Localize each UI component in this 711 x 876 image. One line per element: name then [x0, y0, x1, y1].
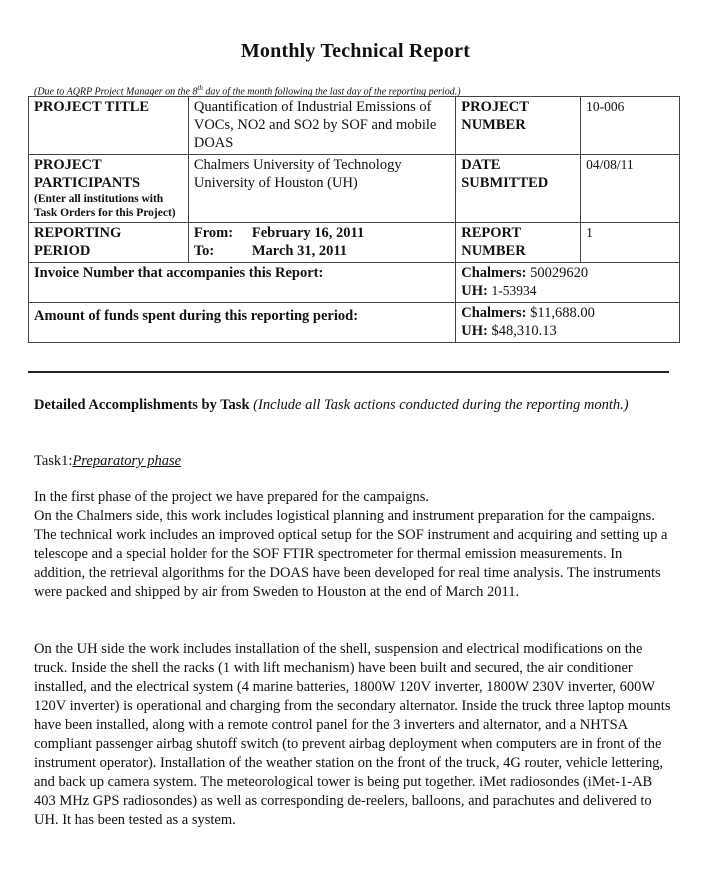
- project-number-label-line1: PROJECT: [461, 99, 529, 115]
- reporting-period-label-line1: REPORTING: [34, 225, 122, 241]
- project-info-table: [28, 96, 680, 343]
- reporting-period-label-line2: PERIOD: [34, 243, 91, 259]
- due-date-note-sup: th: [197, 84, 203, 92]
- paragraph-1-rest: On the Chalmers side, this work includes logistical planning and instrument preparation for the campaigns. The technical work includes an improved optical setup for the SOF instrument and acquiring and setting up a telescope and a special holder for the SOF FTIR spectrometer for thermal emission measurements. In addition, the retrieval algorithms for the DOAS have been developed for real time analysis. The instruments were packed and shipped by air from Sweden to Houston at the end of March 2011.: [34, 508, 668, 600]
- date-submitted-label-line2: SUBMITTED: [461, 175, 549, 191]
- from-label: From:: [193, 225, 234, 241]
- funds-uh-value: $48,310.13: [491, 323, 557, 339]
- paragraph-2: On the UH side the work includes installation of the shell, suspension and electrical modifications on the truck. Inside the shell the racks (1 with lift mechanism) have been built and secured, the air conditioner installed, and the electrical system (4 marine batteries, 1800W 120V inverter, 1800W 230V inverter, 600W 120V inverter) is operational and charging from the secondary alternator. Inside the truck three laptop mounts have been installed, along with a remote control panel for the 3 inverters and alternator, and a NHTSA compliant passenger airbag shutoff switch (to prevent airbag deployment when computers are in front of the instrument operator). Installation of the weather station on the front of the truck, 4G router, vehicle lettering, and back up camera system. The meteorological tower is being put together. iMet radiosondes (iMet-1-AB 403 MHz GPS radiosondes) as well as corresponding de-reelers, balloons, and parachutes and delivered to UH. It has been tested as a system.: [34, 641, 671, 828]
- date-submitted-label: [456, 155, 581, 223]
- funds-chalmers-label: Chalmers:: [461, 305, 527, 321]
- date-submitted-label-line1: DATE: [461, 157, 501, 173]
- reporting-period-label: [29, 223, 189, 263]
- paragraph-1-line-1: In the first phase of the project we have prepared for the campaigns.: [34, 489, 429, 505]
- project-number-label-line2: NUMBER: [461, 117, 526, 133]
- participant-uh: University of Houston (UH): [193, 175, 358, 191]
- from-value: February 16, 2011: [251, 225, 365, 241]
- project-title-value: Quantification of Industrial Emissions of VOCs, NO2 and SO2 by SOF and mobile DOAS: [188, 97, 455, 155]
- project-title-label: PROJECT TITLE: [29, 97, 189, 155]
- participants-label-line1: PROJECT: [34, 157, 102, 173]
- row-funds: [29, 303, 680, 343]
- participants-value: [188, 155, 455, 223]
- row-project-title: [29, 97, 680, 155]
- invoice-label: Invoice Number that accompanies this Report:: [29, 263, 456, 303]
- section-divider: [28, 371, 669, 373]
- invoice-uh-label: UH:: [461, 283, 488, 299]
- date-submitted-value: 04/08/11: [581, 155, 680, 223]
- participants-label-line2: PARTICIPANTS: [34, 175, 141, 191]
- accomplishments-heading-note: (Include all Task actions conducted during the reporting month.): [253, 397, 629, 413]
- participant-chalmers: Chalmers University of Technology: [193, 157, 402, 173]
- row-invoice: [29, 263, 680, 303]
- report-number-label-line1: REPORT: [461, 225, 522, 241]
- task-paragraph-chalmers: [34, 488, 668, 602]
- accomplishments-heading-title: Detailed Accomplishments by Task: [34, 397, 250, 413]
- funds-value: [456, 303, 680, 343]
- invoice-chalmers-label: Chalmers:: [461, 265, 527, 281]
- report-number-label: [456, 223, 581, 263]
- accomplishments-heading: [34, 396, 674, 415]
- invoice-value: [456, 263, 680, 303]
- funds-chalmers-value: $11,688.00: [530, 305, 595, 321]
- to-value: March 31, 2011: [251, 243, 348, 259]
- row-participants: [29, 155, 680, 223]
- funds-label: Amount of funds spent during this reporting period:: [29, 303, 456, 343]
- to-label: To:: [193, 243, 215, 259]
- reporting-period-value: [188, 223, 455, 263]
- row-reporting-period: [29, 223, 680, 263]
- report-number-label-line2: NUMBER: [461, 243, 526, 259]
- participants-label: [29, 155, 189, 223]
- task-title: [34, 452, 181, 471]
- project-number-label: [456, 97, 581, 155]
- due-date-note-prefix: (Due to AQRP Project Manager on the 8: [34, 86, 198, 98]
- task-label: Task1:: [34, 453, 73, 469]
- report-number-value: 1: [581, 223, 680, 263]
- task-name: Preparatory phase: [72, 453, 182, 469]
- participants-sublabel: (Enter all institutions with Task Orders for this Project): [34, 193, 176, 219]
- page-title: Monthly Technical Report: [240, 40, 471, 62]
- invoice-chalmers-value: 50029620: [530, 265, 589, 281]
- funds-uh-label: UH:: [461, 323, 488, 339]
- project-number-value: 10-006: [581, 97, 680, 155]
- invoice-uh-value: 1-53934: [491, 283, 537, 298]
- task-paragraph-uh: [34, 640, 674, 830]
- due-date-note-suffix: day of the month following the last day of the reporting period.): [202, 86, 461, 98]
